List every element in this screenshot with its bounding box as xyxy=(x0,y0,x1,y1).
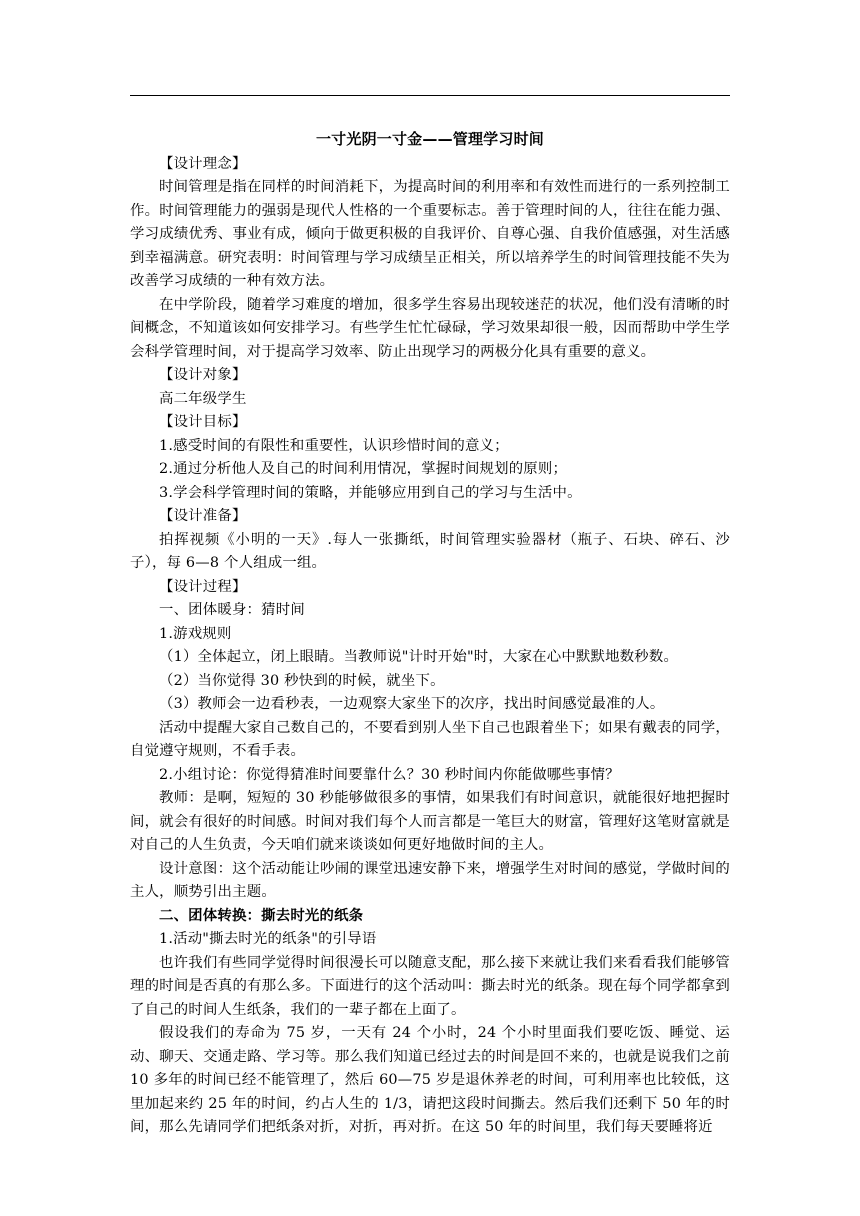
header-rule xyxy=(130,95,730,96)
paragraph: 活动中提醒大家自己数自己的，不要看到别人坐下自己也跟着坐下；如果有戴表的同学，自觉遵守规则，不看手表。 xyxy=(130,719,730,759)
list-item: （2）当你觉得 30 秒快到的时候，就坐下。 xyxy=(159,672,445,689)
section-heading: 【设计准备】 xyxy=(159,508,247,524)
document-title: 一寸光阴一寸金——管理学习时间 xyxy=(315,130,544,148)
paragraph: 高二年级学生 xyxy=(159,390,247,407)
list-item: 1.活动"撕去时光的纸条"的引导语 xyxy=(159,931,377,947)
paragraph: 教师：是啊，短短的 30 秒能够做很多的事情，如果我们有时间意识，就能很好地把握时间，就会有很好的时间感。时间对我们每个人而言都是一笔巨大的财富，管理好这笔财富就是对自己的人生负责，今天咱们就来谈谈如何更好地做时间的主人。 xyxy=(130,790,730,853)
list-item: （1）全体起立，闭上眼睛。当教师说"计时开始"时，大家在心中默默地数秒数。 xyxy=(159,649,679,665)
paragraph: 假设我们的寿命为 75 岁，一天有 24 个小时，24 个小时里面我们要吃饭、睡觉、运动、聊天、交通走路、学习等。那么我们知道已经过去的时间是回不来的，也就是说我们之前 10 多年的时间已经不能管理了，然后 60—75 岁是退休养老的时间，可利用率也比较低，这里加起来约 25 年的时间，约占人生的 1/3，请把这段时间撕去。然后我们还剩下 50 年的时间，那么先请同学们把纸条对折，对折，再对折。在这 50 年的时间里，我们每天要睡将近 xyxy=(130,1025,730,1135)
subsection-heading: 二、团体转换：撕去时光的纸条 xyxy=(159,907,364,924)
paragraph: 拍挥视频《小明的一天》.每人一张撕纸，时间管理实验器材（瓶子、石块、碎石、沙子），每 6—8 个人组成一组。 xyxy=(130,531,730,571)
list-item: 2.通过分析他人及自己的时间利用情况，掌握时间规划的原则； xyxy=(159,461,568,477)
subsection-heading: 一、团体暖身：猜时间 xyxy=(159,602,305,618)
paragraph: 也许我们有些同学觉得时间很漫长可以随意支配，那么接下来就让我们来看看我们能够管理的时间是否真的有那么多。下面进行的这个活动叫：撕去时光的纸条。现在每个同学都拿到了自己的时间人生纸条，我们的一辈子都在上面了。 xyxy=(130,954,730,1018)
document-body xyxy=(130,128,730,1140)
paragraph: 时间管理是指在同样的时间消耗下，为提高时间的利用率和有效性而进行的一系列控制工作。时间管理能力的强弱是现代人性格的一个重要标志。善于管理时间的人，往往在能力强、学习成绩优秀、事业有成，倾向于做更积极的自我评价、自尊心强、自我价值感强，对生活感到幸福满意。研究表明：时间管理与学习成绩呈正相关，所以培养学生的时间管理技能不失为改善学习成绩的一种有效方法。 xyxy=(130,179,730,289)
list-item: 2.小组讨论：你觉得猜准时间要靠什么？30 秒时间内你能做哪些事情？ xyxy=(159,766,620,783)
section-heading: 【设计过程】 xyxy=(159,578,247,595)
list-item: 1.游戏规则 xyxy=(159,625,232,642)
section-heading: 【设计目标】 xyxy=(159,414,247,430)
list-item: 3.学会科学管理时间的策略，并能够应用到自己的学习与生活中。 xyxy=(159,484,582,501)
section-heading: 【设计理念】 xyxy=(159,155,247,172)
section-heading: 【设计对象】 xyxy=(159,367,247,383)
paragraph: 在中学阶段，随着学习难度的增加，很多学生容易出现较迷茫的状况，他们没有清晰的时间概念，不知道该如何安排学习。有些学生忙忙碌碌，学习效果却很一般，因而帮助中学生学会科学管理时间，对于提高学习效率、防止出现学习的两极分化具有重要的意义。 xyxy=(130,296,730,360)
list-item: 1.感受时间的有限性和重要性，认识珍惜时间的意义； xyxy=(159,437,509,454)
list-item: （3）教师会一边看秒表，一边观察大家坐下的次序，找出时间感觉最准的人。 xyxy=(159,696,665,712)
paragraph: 设计意图：这个活动能让吵闹的课堂迅速安静下来，增强学生对时间的感觉，学做时间的主人，顺势引出主题。 xyxy=(130,860,730,900)
